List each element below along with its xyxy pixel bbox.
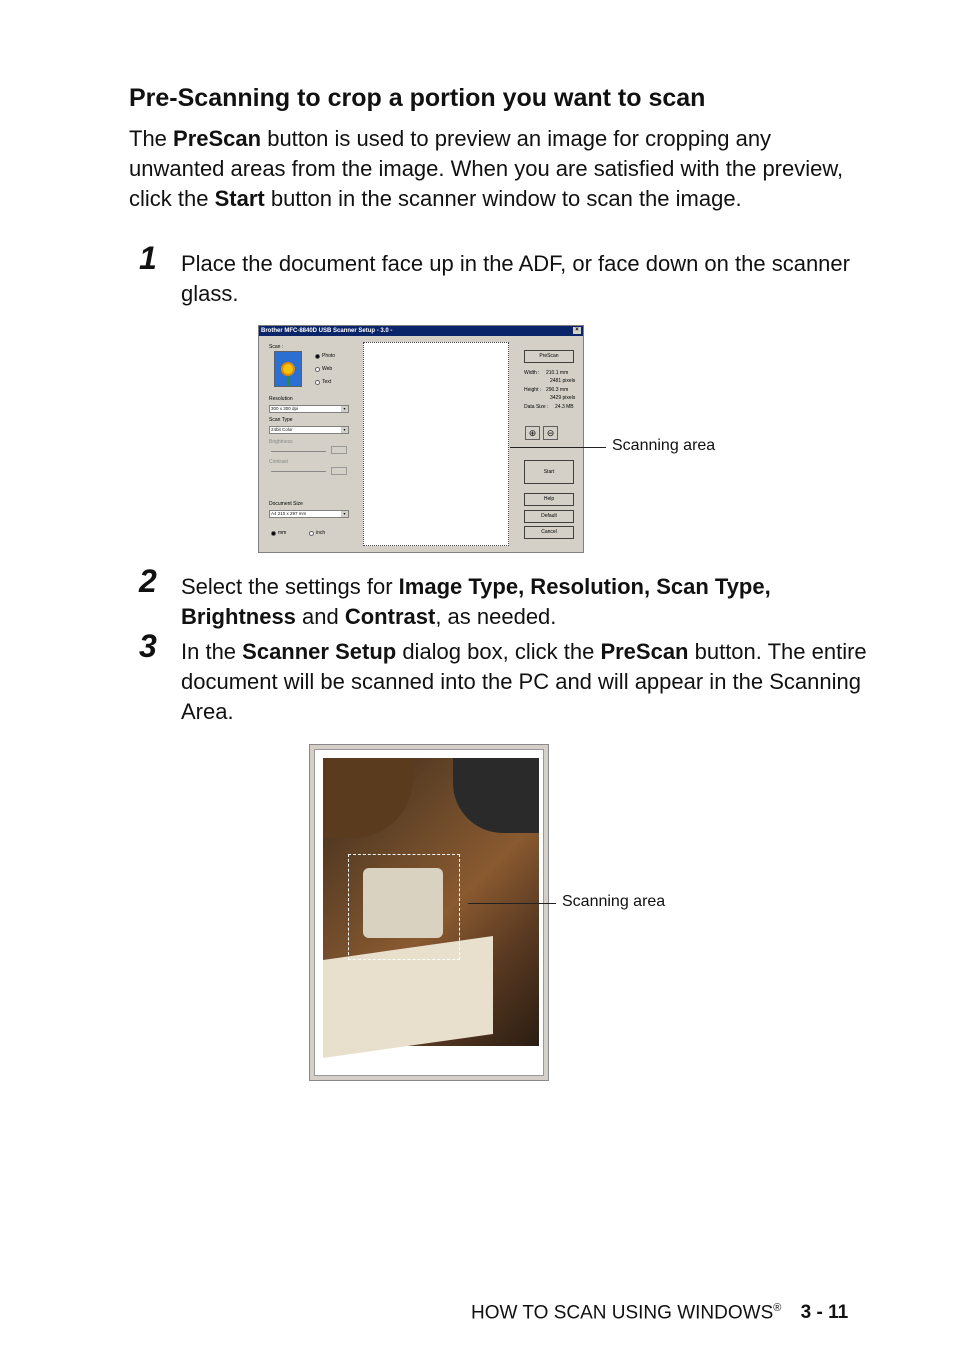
contrast-value-box[interactable] <box>331 467 347 475</box>
step3-bold-1: Scanner Setup <box>242 639 397 664</box>
callout-scanning-area-2: Scanning area <box>562 893 666 910</box>
intro-text-1: The <box>129 126 174 151</box>
radio-inch-label: inch <box>316 530 326 536</box>
radio-text-label: Text <box>322 379 332 385</box>
document-size-label: Document Size <box>269 501 303 507</box>
step2-text-2: and <box>295 604 345 629</box>
step2-text-1: Select the settings for <box>181 574 399 599</box>
chevron-down-icon: ▾ <box>341 511 348 517</box>
intro-paragraph <box>129 124 869 214</box>
cancel-button[interactable]: Cancel <box>524 526 574 539</box>
resolution-select[interactable] <box>269 405 349 413</box>
callout-line-1 <box>510 447 606 448</box>
radio-inch[interactable] <box>309 531 314 536</box>
scan-type-select[interactable] <box>269 426 349 434</box>
radio-web-label: Web <box>322 366 333 372</box>
scanner-setup-dialog <box>258 325 584 553</box>
prescan-button[interactable]: PreScan <box>524 350 574 363</box>
intro-text-2: button is used to preview an image for cropping any unwanted areas from the image. When you are satisfied with the preview, click the <box>129 126 844 211</box>
intro-text-3: button in the scanner window to scan the image. <box>264 186 742 211</box>
crop-selection-box[interactable] <box>348 854 460 960</box>
scan-label: Scan : <box>269 344 284 350</box>
document-size-select[interactable] <box>269 510 349 518</box>
prescan-preview-frame <box>309 744 549 1081</box>
hat-shape <box>323 758 413 838</box>
prescanned-photo <box>323 758 539 1046</box>
step3-text-3: button. The entire document will be scanned into the PC and will appear in the Scanning Area. <box>181 639 867 724</box>
preview-area <box>314 749 544 1076</box>
step-text-1: Place the document face up in the ADF, or face down on the scanner glass. <box>181 251 850 306</box>
resolution-label: Resolution <box>269 396 293 402</box>
intro-bold-prescan: PreScan <box>173 126 262 151</box>
footer-registered-mark: ® <box>773 1302 782 1314</box>
data-size-value: 24.3 MB <box>555 404 574 410</box>
height-value: 290.3 mm <box>546 387 569 393</box>
sunflower-icon <box>281 362 295 376</box>
page-number: 3 - 11 <box>800 1302 849 1324</box>
contrast-label: Contrast <box>269 459 288 465</box>
step-number-2: 2 <box>139 563 157 599</box>
callout-line-2 <box>468 903 556 904</box>
start-button[interactable]: Start <box>524 460 574 484</box>
width-label: Width : <box>524 370 540 376</box>
data-size-label: Data Size : <box>524 404 549 410</box>
dialog-title: Brother MFC-8840D USB Scanner Setup - 3.0 - <box>261 328 393 334</box>
fan-shape <box>453 758 539 833</box>
width-value: 210.1 mm <box>546 370 569 376</box>
scan-type-label: Scan Type <box>269 417 293 423</box>
radio-mm[interactable] <box>271 531 276 536</box>
resolution-value: 300 x 300 dpi <box>271 406 299 411</box>
page-footer <box>471 1302 848 1324</box>
radio-photo[interactable] <box>315 354 320 359</box>
radio-web[interactable] <box>315 367 320 372</box>
contrast-slider[interactable] <box>271 471 326 472</box>
chevron-down-icon: ▾ <box>341 406 348 412</box>
scanning-area[interactable] <box>363 342 509 546</box>
step-text-2 <box>181 572 871 632</box>
brightness-slider[interactable] <box>271 451 326 452</box>
dialog-titlebar <box>259 326 583 336</box>
chevron-down-icon: ▾ <box>341 427 348 433</box>
brightness-label: Brightness <box>269 439 293 445</box>
sunflower-photo-icon <box>274 351 302 387</box>
step3-bold-2: PreScan <box>600 639 689 664</box>
step2-bold-2: Contrast <box>344 604 436 629</box>
scan-type-value: 24bit Color <box>271 427 293 432</box>
page-heading: Pre-Scanning to crop a portion you want to scan <box>129 84 706 112</box>
height-label: Height : <box>524 387 542 393</box>
width-pixels: 2481 pixels <box>550 378 576 384</box>
step-text-3 <box>181 637 876 727</box>
step3-text-1: In the <box>181 639 243 664</box>
step3-text-2: dialog box, click the <box>396 639 601 664</box>
stem-shape <box>287 376 289 386</box>
default-button[interactable]: Default <box>524 510 574 523</box>
zoom-out-icon[interactable]: ⊖ <box>543 426 558 440</box>
footer-text: HOW TO SCAN USING WINDOWS <box>471 1302 774 1324</box>
close-icon[interactable]: × <box>573 327 581 334</box>
brightness-value-box[interactable] <box>331 446 347 454</box>
radio-photo-label: Photo <box>322 353 336 359</box>
document-size-value: A4 210 x 297 mm <box>271 511 307 516</box>
step2-bold-1: Image Type, Resolution, Scan Type, Brightness <box>181 574 771 629</box>
step-number-3: 3 <box>139 628 157 664</box>
callout-scanning-area-1: Scanning area <box>612 437 716 454</box>
radio-text[interactable] <box>315 380 320 385</box>
intro-bold-start: Start <box>214 186 265 211</box>
help-button[interactable]: Help <box>524 493 574 506</box>
zoom-in-icon[interactable]: ⊕ <box>525 426 540 440</box>
step-number-1: 1 <box>139 240 157 276</box>
height-pixels: 3429 pixels <box>550 395 576 401</box>
step2-text-3: , as needed. <box>435 604 557 629</box>
radio-mm-label: mm <box>278 530 287 536</box>
